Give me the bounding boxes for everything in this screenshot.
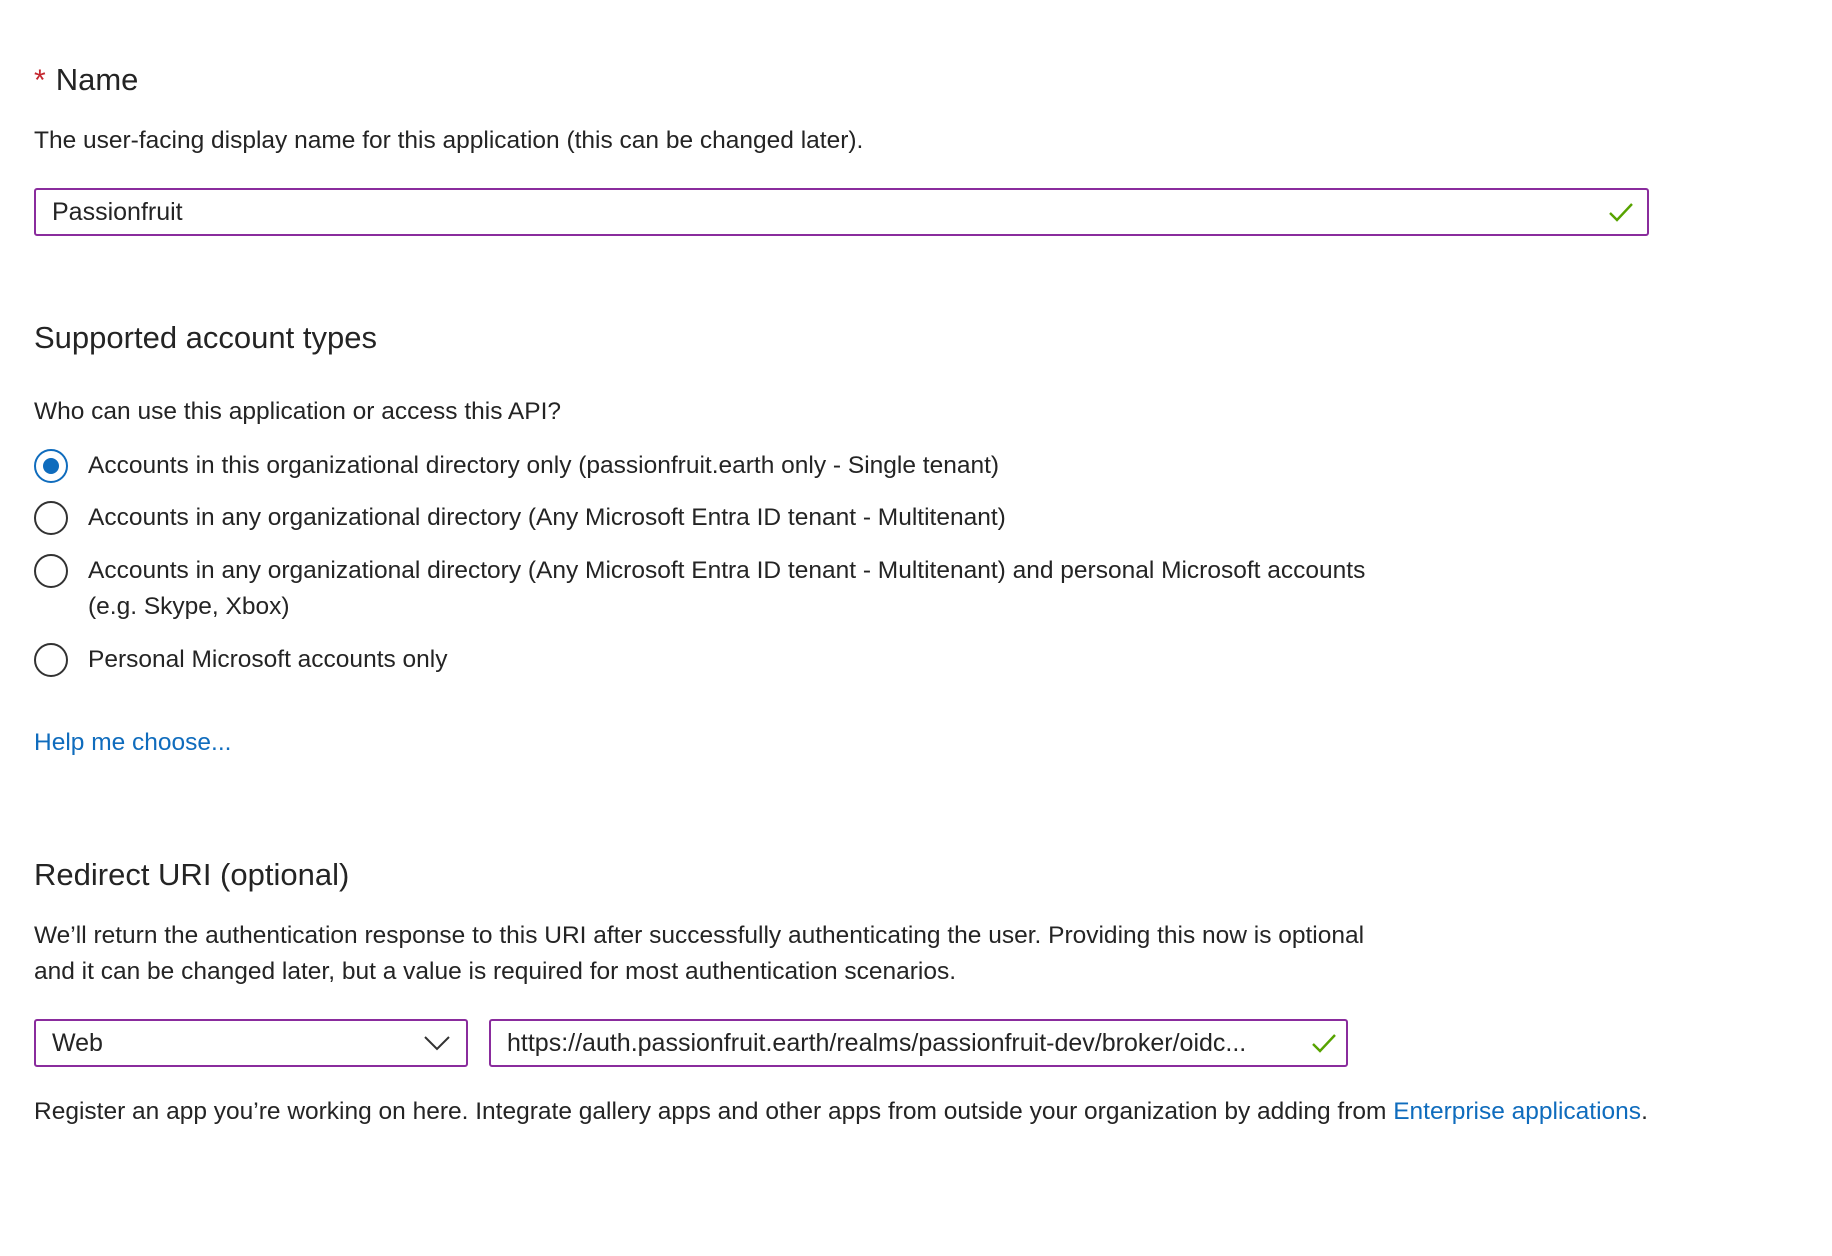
redirect-heading: Redirect URI (optional) [34,857,350,892]
account-option-label: Accounts in any organizational directory (Any Microsoft Entra ID tenant - Multitenant) [88,504,1006,531]
help-me-choose-link[interactable]: Help me choose... [34,729,232,756]
name-description: The user-facing display name for this application (this can be changed later). [34,127,864,154]
radio-button[interactable] [34,501,68,535]
name-heading [34,62,138,98]
checkmark-icon [1310,1029,1338,1057]
register-app-note-suffix: . [1641,1098,1648,1125]
redirect-description: We’ll return the authentication response to this URI after successfully authenticating the user. Providing this now is optional and it can be changed later, but a value is required for most authentication scenarios. [34,922,1365,985]
redirect-uri-input[interactable] [489,1019,1348,1067]
required-marker: * [34,64,46,97]
account-option-label: Accounts in this organizational directory only (passionfruit.earth only - Single tenant) [88,452,1000,479]
account-option-single-tenant[interactable] [34,449,1408,484]
account-types-question: Who can use this application or access this API? [34,398,562,425]
account-types-heading: Supported account types [34,320,377,355]
radio-button[interactable] [34,554,68,588]
account-option-multitenant[interactable] [34,501,1408,536]
register-app-note-text: Register an app you’re working on here. Integrate gallery apps and other apps from outside your organization by adding from [34,1098,1394,1125]
account-option-multitenant-personal[interactable] [34,554,1408,625]
radio-button[interactable] [34,643,68,677]
name-input[interactable] [34,188,1649,236]
enterprise-applications-link[interactable]: Enterprise applications [1393,1098,1642,1125]
platform-select-value: Web [52,1028,103,1057]
account-option-label: Personal Microsoft accounts only [88,646,448,673]
name-heading-label: Name [55,62,139,97]
radio-dot [43,458,59,474]
redirect-uri-value: https://auth.passionfruit.earth/realms/passionfruit-dev/broker/oidc... [507,1028,1247,1057]
account-option-personal-only[interactable] [34,643,1408,678]
checkmark-icon [1607,198,1635,226]
platform-select[interactable] [34,1019,468,1067]
name-input-value: Passionfruit [52,197,183,226]
account-option-label: Accounts in any organizational directory (Any Microsoft Entra ID tenant - Multitenant) and personal Microsoft accounts (e.g. Skype, Xbox) [88,557,1366,620]
register-app-note [34,1098,1648,1126]
chevron-down-icon [422,1028,452,1058]
radio-button-selected[interactable] [34,449,68,483]
